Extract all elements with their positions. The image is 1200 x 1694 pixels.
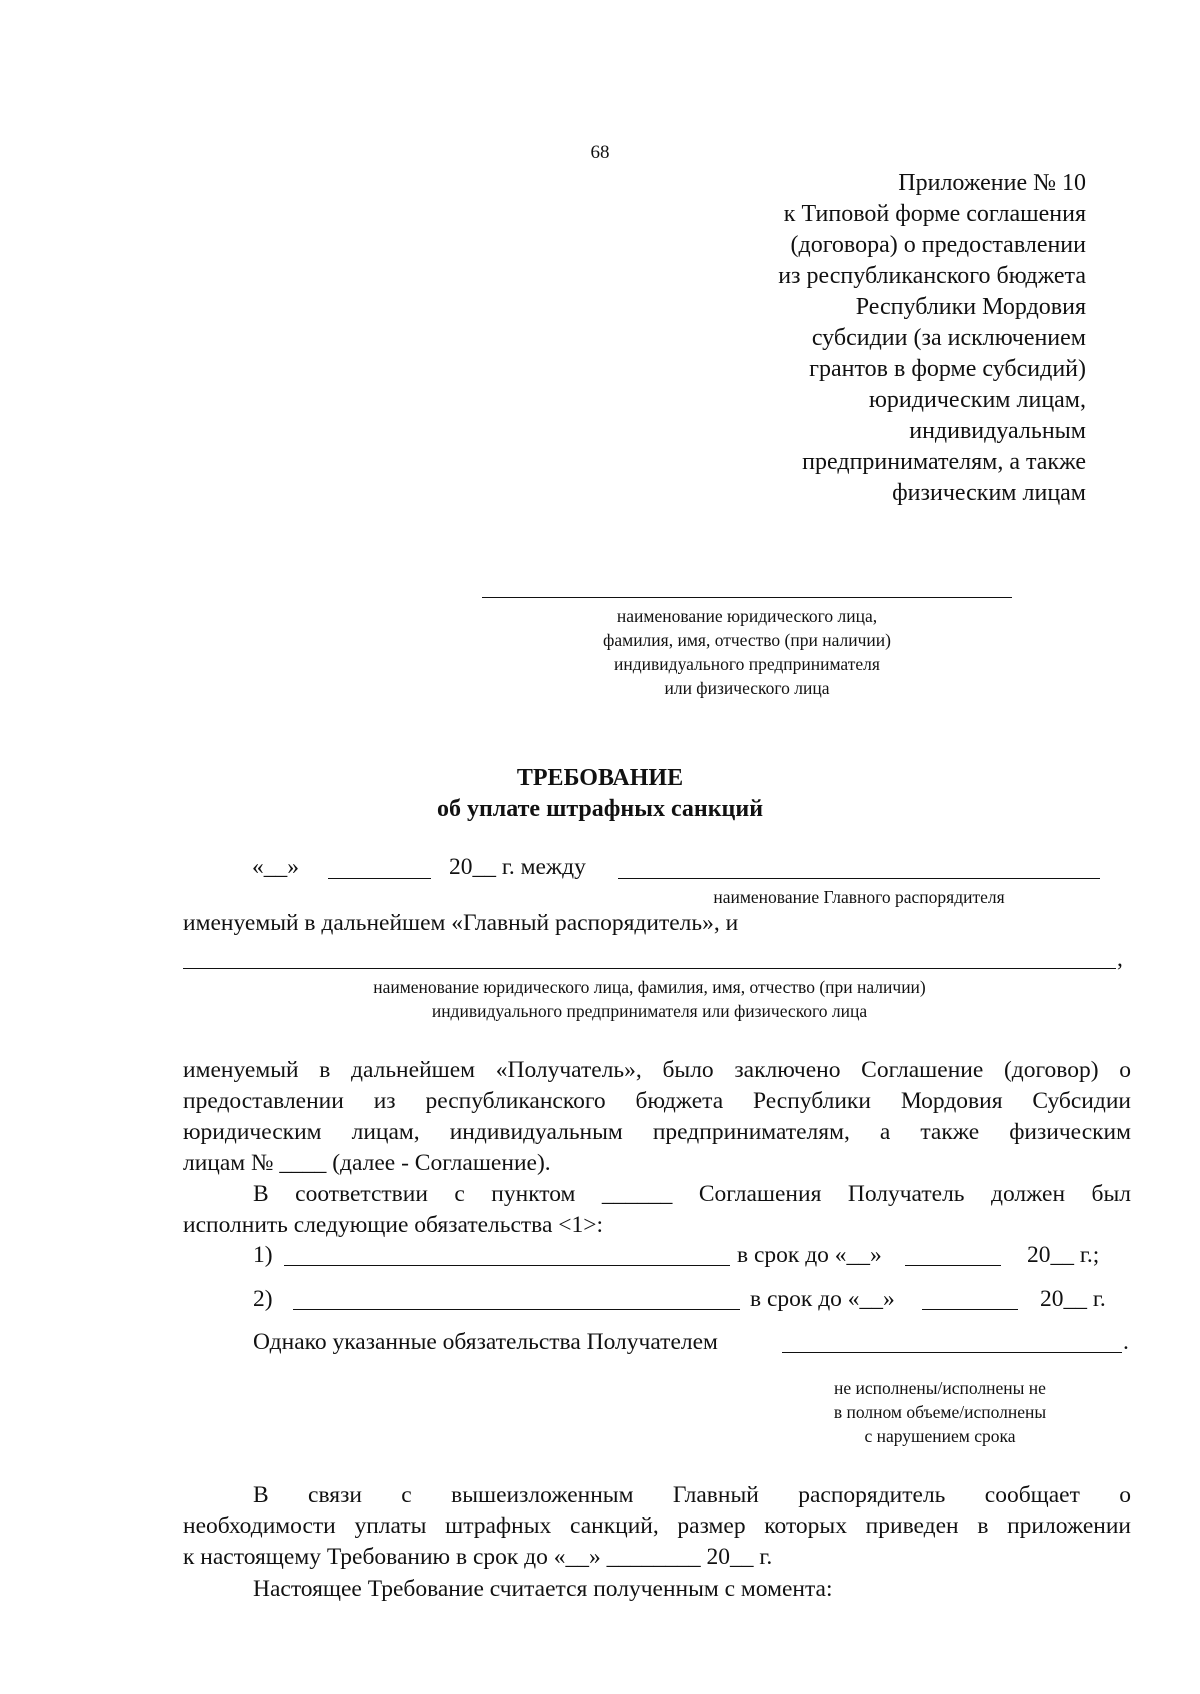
main-manager-caption: наименование Главного распорядителя: [713, 887, 1005, 907]
obligation-2-line: [293, 1309, 740, 1310]
recipient-full-line: [183, 968, 1116, 969]
appendix-header: [778, 168, 1086, 509]
paragraph-obligations: В соответствии с пунктом ______ Соглашения Получатель должен был исполнить следующие обязательства <1>:: [183, 1181, 1131, 1238]
obligation-2-year: 20__ г.: [1040, 1286, 1106, 1312]
obligation-1-year: 20__ г.;: [1027, 1242, 1100, 1268]
appendix-line: (договора) о предоставлении: [790, 232, 1086, 258]
paragraph-received: Настоящее Требование считается полученным с момента:: [253, 1576, 833, 1602]
recipient-full-caption: наименование юридического лица, фамилия, имя, отчество (при наличии) индивидуального предпринимателя или физического лица: [373, 977, 926, 1021]
appendix-line: индивидуальным: [909, 418, 1086, 444]
recipient-caption: наименование юридического лица, фамилия, имя, отчество (при наличии) индивидуального предпринимателя или физического лица: [603, 606, 891, 698]
date-open: «__»: [252, 854, 299, 880]
obligation-1-num: 1): [253, 1242, 273, 1268]
date-year: 20__ г. между: [449, 854, 586, 880]
obligation-1-month-line: [905, 1265, 1001, 1266]
obligation-1-line: [284, 1265, 730, 1266]
appendix-line: к Типовой форме соглашения: [783, 201, 1086, 227]
obligation-2-month-line: [922, 1309, 1018, 1310]
document-subtitle: об уплате штрафных санкций: [436, 796, 764, 822]
date-month-line: [328, 878, 431, 879]
paragraph-agreement: именуемый в дальнейшем «Получатель», было заключено Соглашение (договор) о предоставлении из республиканского бюджета Республики Мордовия Субсидии юридическим лицам, индивидуальным предпринимателям, а также физическим лицам № ____ (далее - Соглашение).: [183, 1057, 1131, 1176]
main-manager-text: именуемый в дальнейшем «Главный распорядитель», и: [183, 910, 739, 936]
obligation-2-deadline: в срок до «__»: [750, 1286, 895, 1312]
however-text: Однако указанные обязательства Получателем: [253, 1329, 718, 1355]
period: .: [1123, 1329, 1129, 1355]
appendix-line: юридическим лицам,: [869, 387, 1086, 413]
main-manager-line: [618, 878, 1100, 879]
page-number: 68: [590, 142, 610, 163]
obligation-1-deadline: в срок до «__»: [737, 1242, 882, 1268]
appendix-line: Приложение № 10: [898, 170, 1086, 196]
appendix-line: Республики Мордовия: [855, 294, 1086, 320]
appendix-line: из республиканского бюджета: [778, 263, 1086, 289]
status-line: [782, 1352, 1122, 1353]
recipient-name-line: [482, 597, 1012, 598]
appendix-line: субсидии (за исключением: [811, 325, 1086, 351]
document-title: ТРЕБОВАНИЕ: [516, 765, 684, 791]
paragraph-penalty: В связи с вышеизложенным Главный распорядитель сообщает о необходимости уплаты штрафных санкций, размер которых приведен в приложении к настоящему Требованию в срок до «__» ________ 20__ г.: [183, 1482, 1131, 1570]
appendix-line: физическим лицам: [892, 480, 1086, 506]
appendix-line: грантов в форме субсидий): [809, 356, 1086, 382]
comma: ,: [1117, 946, 1123, 972]
obligation-2-num: 2): [253, 1286, 273, 1312]
status-caption: не исполнены/исполнены не в полном объеме/исполнены с нарушением срока: [833, 1378, 1047, 1446]
appendix-line: предпринимателям, а также: [802, 449, 1086, 475]
